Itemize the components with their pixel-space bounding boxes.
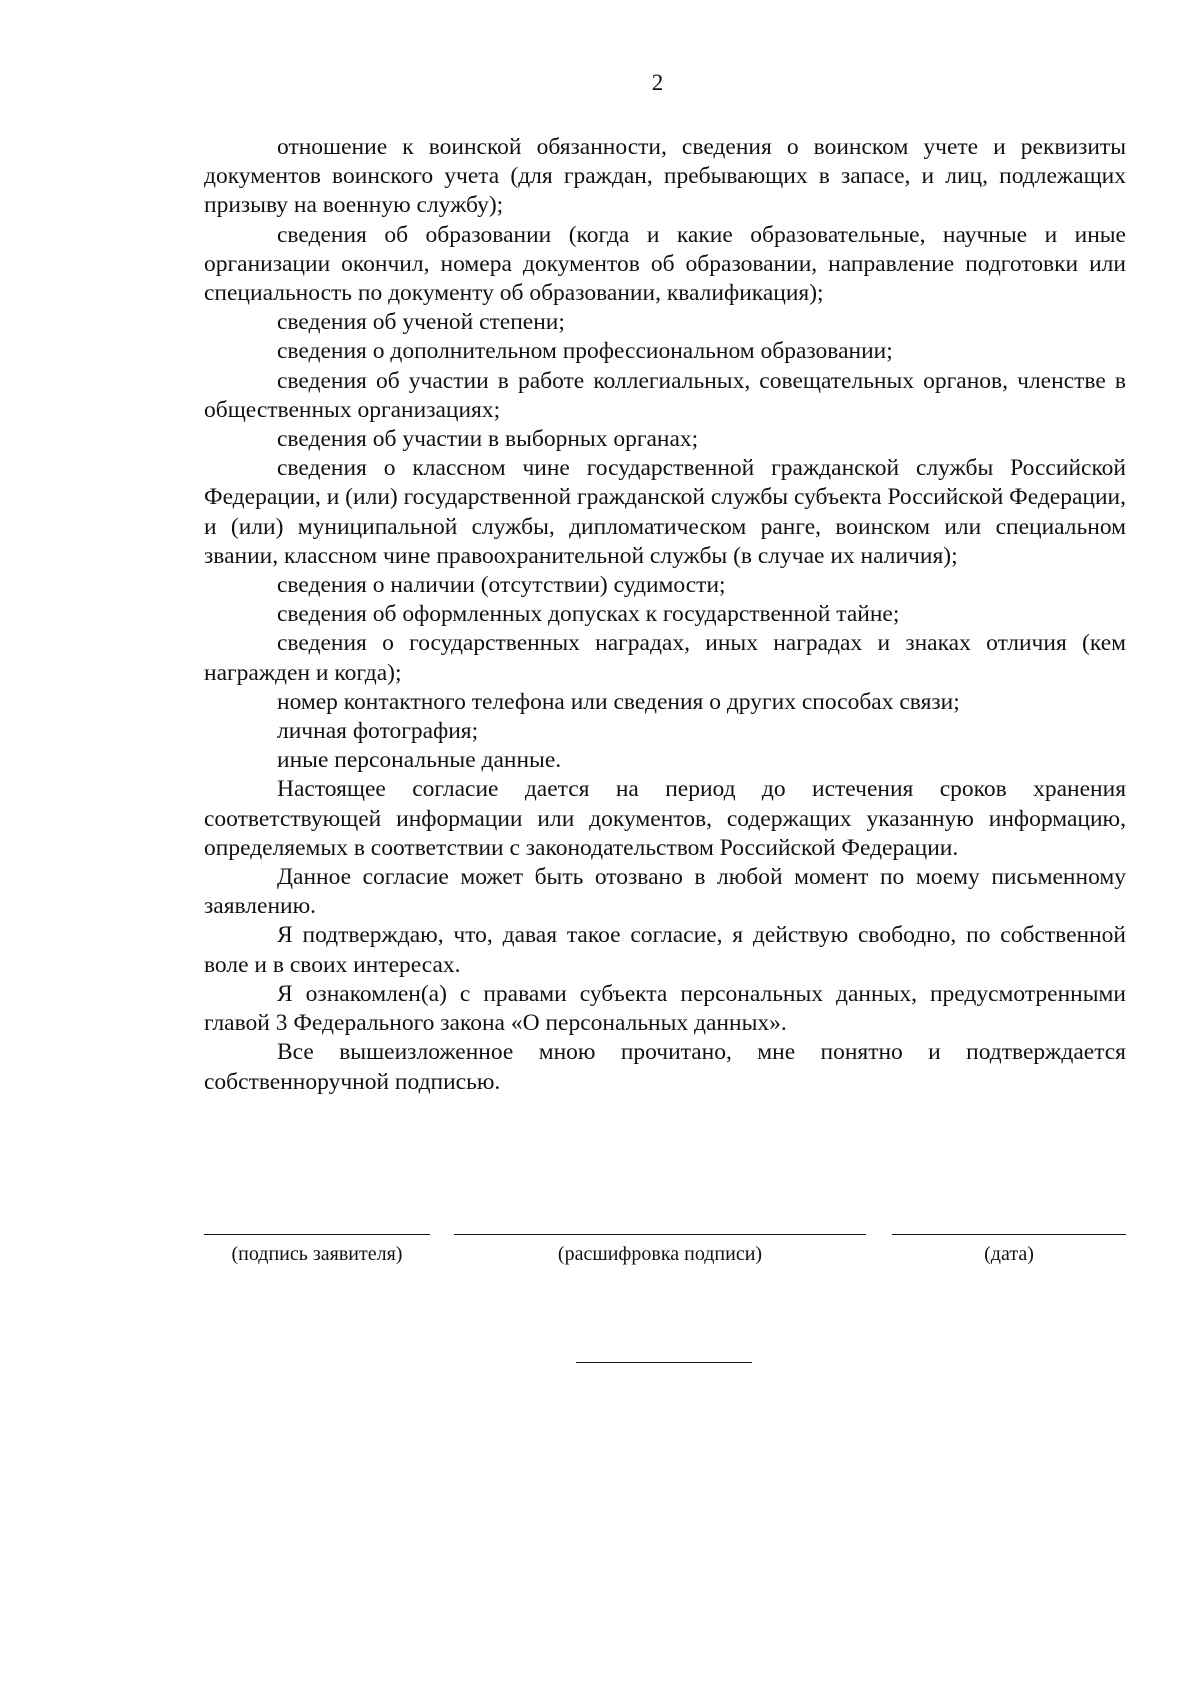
paragraph-awards: сведения о государственных наградах, иных наградах и знаках отличия (кем награжден и когда); (204, 630, 1126, 686)
paragraph-rights-acknowledgement: Я ознакомлен(а) с правами субъекта персональных данных, предусмотренными главой 3 Федерального закона «О персональных данных». (204, 980, 1126, 1037)
paragraph-signature-confirmation: Все вышеизложенное мною прочитано, мне понятно и подтверждается собственноручной подписью. (204, 1039, 1126, 1095)
signature-decoding-field (454, 1234, 866, 1266)
signature-decoding-line (454, 1234, 866, 1235)
paragraph-elected-bodies: сведения об участии в выборных органах; (277, 426, 699, 453)
date-line (892, 1234, 1126, 1235)
document-body (204, 133, 1126, 1097)
applicant-signature-caption: (подпись заявителя) (231, 1243, 403, 1265)
applicant-signature-field (204, 1234, 430, 1266)
signature-block (204, 1234, 1126, 1294)
paragraph-collegial-bodies: сведения об участии в работе коллегиальных, совещательных органов, членстве в общественных организациях; (204, 367, 1126, 423)
paragraph-free-will: Я подтверждаю, что, давая такое согласие, я действую свободно, по собственной воле и в своих интересах. (204, 922, 1126, 978)
paragraph-class-rank: сведения о классном чине государственной гражданской службы Российской Федерации, и (или) государственной гражданской службы субъекта Российской Федерации, и (или) муниципальной службы, дипломатическом ранге, воинском или специальном звании, классном чине правоохранительной службы (в случае их наличия); (204, 455, 1126, 569)
paragraph-other-data: иные персональные данные. (277, 747, 562, 774)
page-number: 2 (651, 70, 664, 95)
date-caption: (дата) (984, 1243, 1034, 1265)
paragraph-military-duty: отношение к воинской обязанности, сведения о воинском учете и реквизиты документов воинского учета (для граждан, пребывающих в запасе, и лиц, подлежащих призыву на военную службу); (204, 134, 1126, 219)
date-field (892, 1234, 1126, 1266)
paragraph-consent-revocation: Данное согласие может быть отозвано в любой момент по моему письменному заявлению. (204, 864, 1126, 920)
applicant-signature-line (204, 1234, 430, 1235)
end-of-document-rule (576, 1362, 752, 1363)
paragraph-academic-degree: сведения об ученой степени; (277, 309, 565, 336)
paragraph-state-secret: сведения об оформленных допусках к государственной тайне; (277, 601, 900, 628)
signature-decoding-caption: (расшифровка подписи) (557, 1243, 763, 1265)
paragraph-additional-education: сведения о дополнительном профессиональном образовании; (277, 338, 893, 365)
paragraph-contact-phone: номер контактного телефона или сведения о других способах связи; (277, 688, 960, 715)
paragraph-consent-period: Настоящее согласие дается на период до истечения сроков хранения соответствующей информации или документов, содержащих указанную информацию, определяемых в соответствии с законодательством Российской Федерации. (204, 776, 1126, 861)
paragraph-criminal-record: сведения о наличии (отсутствии) судимости; (277, 572, 726, 599)
paragraph-education: сведения об образовании (когда и какие образовательные, научные и иные организации окончил, номера документов об образовании, направление подготовки или специальность по документу об образовании, квалификация); (204, 221, 1126, 307)
paragraph-photo: личная фотография; (277, 718, 479, 745)
